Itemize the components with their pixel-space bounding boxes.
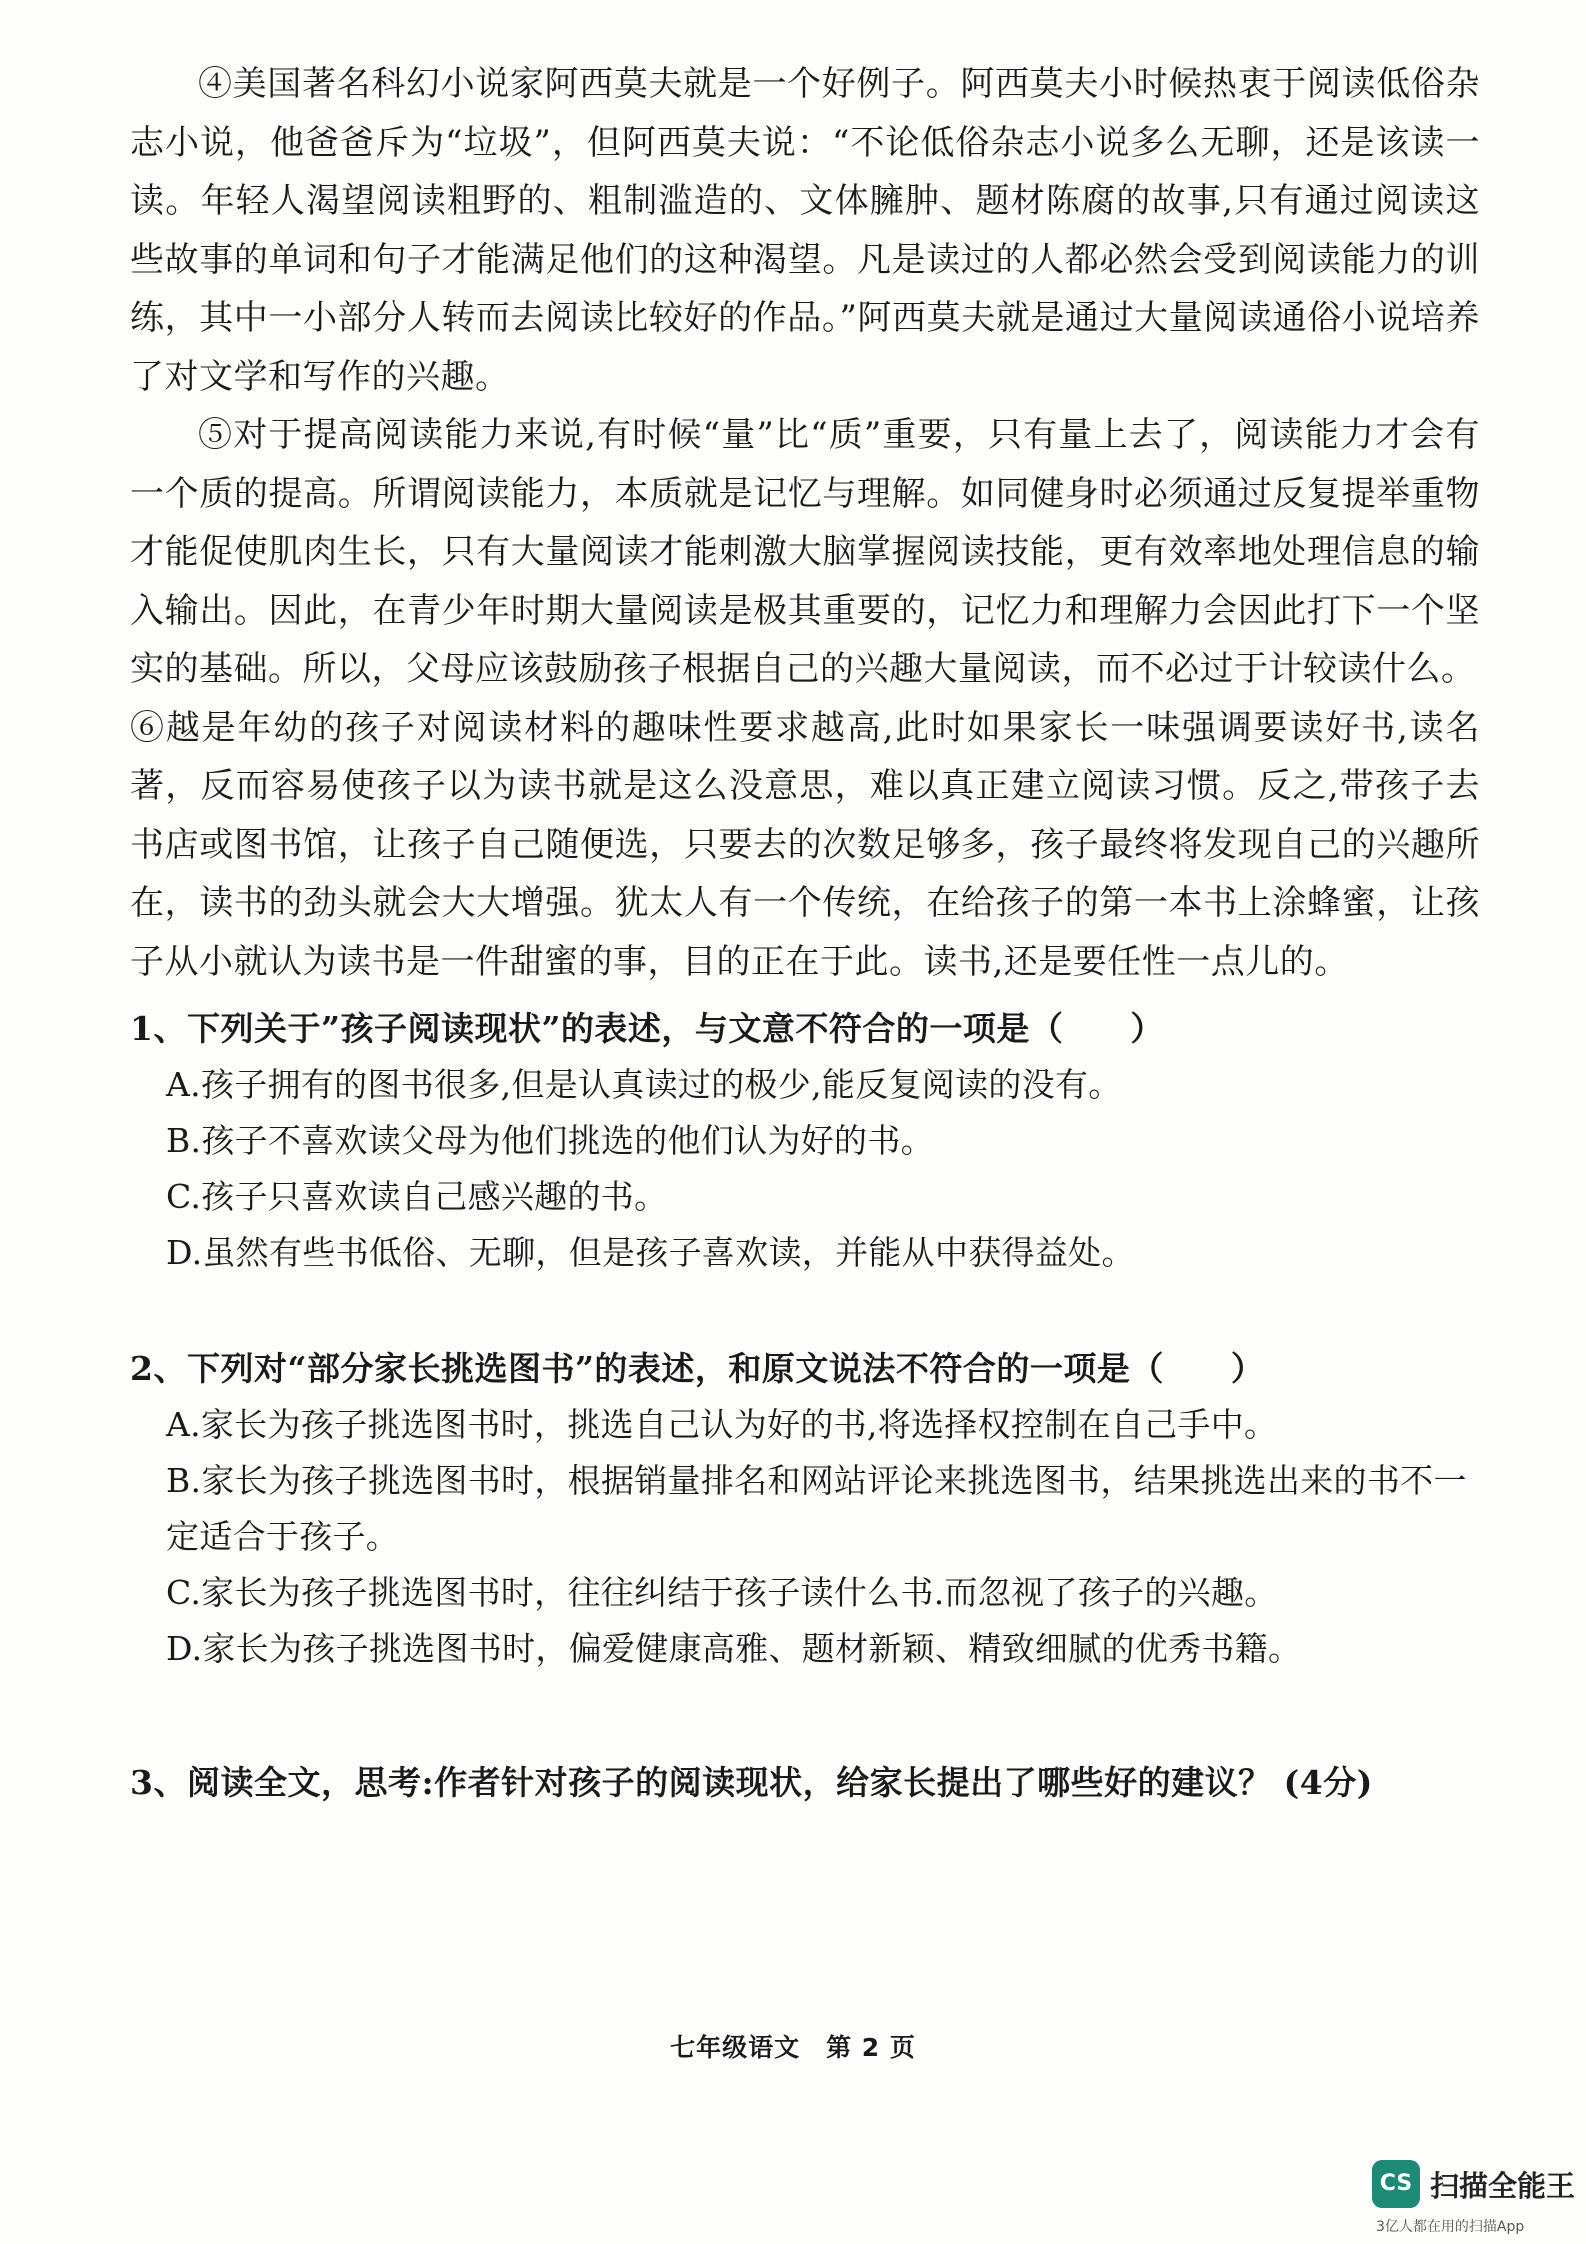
- exam-content: [130, 55, 1480, 1811]
- paragraph-5: ⑤对于提高阅读能力来说,有时候“量”比“质”重要，只有量上去了，阅读能力才会有一个质的提高。所谓阅读能力，本质就是记忆与理解。如同健身时必须通过反复提举重物才能促使肌肉生长，只有大量阅读才能刺激大脑掌握阅读技能，更有效率地处理信息的输入输出。因此，在青少年时期大量阅读是极其重要的，记忆力和理解力会因此打下一个坚实的基础。所以，父母应该鼓励孩子根据自己的兴趣大量阅读，而不必过于计较读什么。: [130, 415, 1480, 689]
- question-2-options: [130, 1397, 1480, 1677]
- question-1-option-a: A.孩子拥有的图书很多,但是认真读过的极少,能反复阅读的没有。: [166, 1065, 1122, 1104]
- question-1-option-c: C.孩子只喜欢读自己感兴趣的书。: [166, 1177, 668, 1216]
- question-1-option-d: D.虽然有些书低俗、无聊，但是孩子喜欢读，并能从中获得益处。: [166, 1233, 1135, 1272]
- question-1-option-b: B.孩子不喜欢读父母为他们挑选的他们认为好的书。: [166, 1121, 934, 1160]
- page-footer: 七年级语文 第 2 页: [670, 2033, 916, 2062]
- camscanner-app-name: 扫描全能王: [1430, 2169, 1576, 2203]
- question-1-options: [130, 1057, 1480, 1281]
- camscanner-tagline: 3亿人都在用的扫描App: [1376, 2219, 1525, 2235]
- question-2-option-d: D.家长为孩子挑选图书时，偏爱健康高雅、题材新颖、精致细腻的优秀书籍。: [166, 1629, 1302, 1668]
- question-2-option-b: B.家长为孩子挑选图书时，根据销量排名和网站评论来挑选图书，结果挑选出来的书不一定适合于孩子。: [166, 1461, 1467, 1556]
- camscanner-watermark: [1372, 2160, 1582, 2240]
- question-2-stem: 2、下列对“部分家长挑选图书”的表述，和原文说法不符合的一项是（ ）: [130, 1349, 1265, 1388]
- camscanner-logo-icon: CS: [1372, 2160, 1420, 2208]
- question-3: [130, 1755, 1480, 1811]
- paragraph-4: ④美国著名科幻小说家阿西莫夫就是一个好例子。阿西莫夫小时候热衷于阅读低俗杂志小说，他爸爸斥为“垃圾”，但阿西莫夫说：“不论低俗杂志小说多么无聊，还是该读一读。年轻人渴望阅读粗野的、粗制滥造的、文体臃肿、题材陈腐的故事,只有通过阅读这些故事的单词和句子才能满足他们的这种渴望。凡是读过的人都必然会受到阅读能力的训练，其中一小部分人转而去阅读比较好的作品。”阿西莫夫就是通过大量阅读通俗小说培养了对文学和写作的兴趣。: [130, 64, 1480, 397]
- paragraph-6: ⑥越是年幼的孩子对阅读材料的趣味性要求越高,此时如果家长一味强调要读好书,读名著，反而容易使孩子以为读书就是这么没意思，难以真正建立阅读习惯。反之,带孩子去书店或图书馆，让孩子自己随便选，只要去的次数足够多，孩子最终将发现自己的兴趣所在，读书的劲头就会大大增强。犹太人有一个传统，在给孩子的第一本书上涂蜂蜜，让孩子从小就认为读书是一件甜蜜的事，目的正在于此。读书,还是要任性一点儿的。: [130, 707, 1480, 982]
- question-1-stem: 1、下列关于”孩子阅读现状”的表述，与文意不符合的一项是（ ）: [130, 1009, 1164, 1048]
- question-2-option-c: C.家长为孩子挑选图书时，往往纠结于孩子读什么书.而忽视了孩子的兴趣。: [166, 1573, 1278, 1612]
- question-2: [130, 1341, 1480, 1677]
- question-1: [130, 1001, 1480, 1281]
- question-2-option-a: A.家长为孩子挑选图书时，挑选自己认为好的书,将选择权控制在自己手中。: [166, 1405, 1278, 1444]
- question-3-stem: 3、阅读全文，思考:作者针对孩子的阅读现状，给家长提出了哪些好的建议？ (4分): [130, 1763, 1373, 1802]
